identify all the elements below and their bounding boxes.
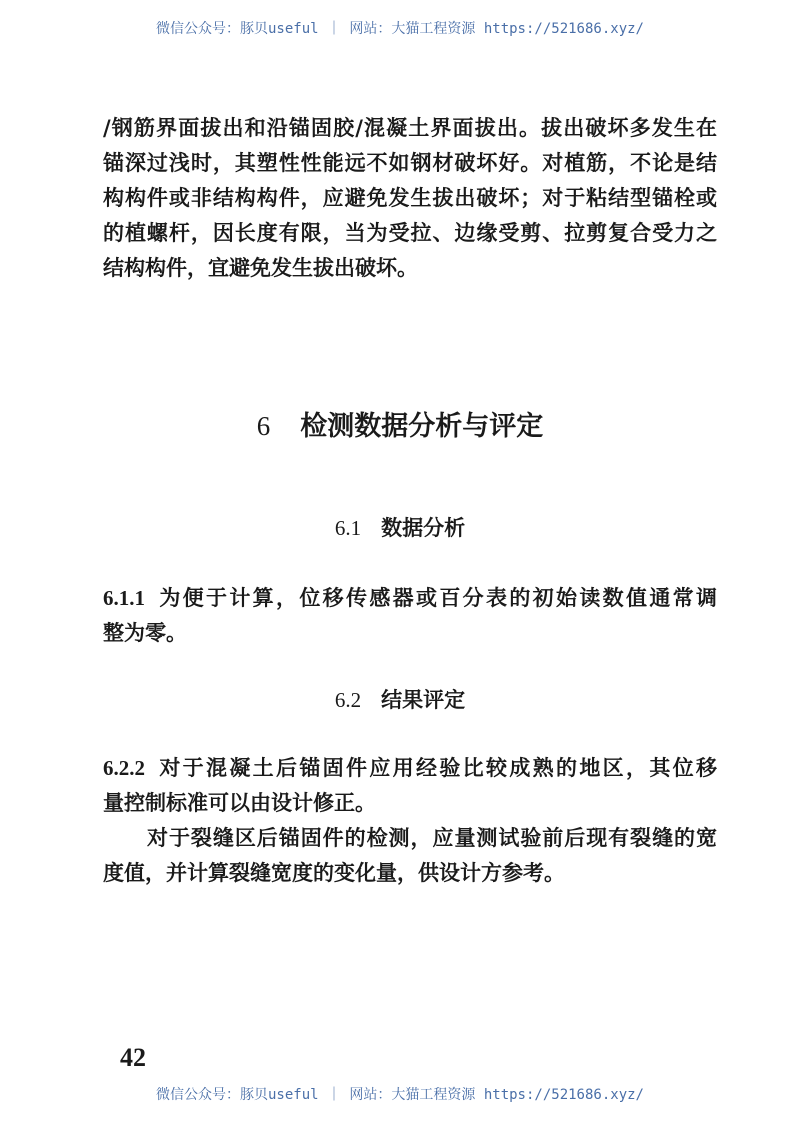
section-number: 6.1: [334, 516, 362, 540]
watermark-bottom: 微信公众号：豚贝useful ｜ 网站：大猫工程资源 https://521686.xyz/: [155, 1087, 644, 1103]
clause-number: 6.2.2: [103, 756, 145, 780]
text-line: 构构件或非结构构件，应避免发生拔出破坏；对于粘结型锚栓或: [103, 185, 717, 210]
text-line: 度值，并计算裂缝宽度的变化量，供设计方参考。: [103, 860, 565, 885]
text-line: 锚深过浅时，其塑性性能远不如钢材破坏好。对植筋，不论是结: [103, 150, 717, 175]
watermark-top: 微信公众号：豚贝useful ｜ 网站：大猫工程资源 https://521686.xyz/: [155, 21, 644, 37]
clause-text: 对于混凝土后锚固件应用经验比较成熟的地区，其位移: [157, 755, 717, 780]
text-line: 整为零。: [103, 620, 187, 645]
text-line: [103, 750, 717, 786]
clause-text: 为便于计算，位移传感器或百分表的初始读数值通常调: [157, 585, 717, 610]
text-line: /钢筋界面拔出和沿锚固胶/混凝土界面拔出。拔出破坏多发生在: [103, 115, 717, 140]
chapter-heading: [0, 404, 800, 443]
text-line: 结构构件，宜避免发生拔出破坏。: [103, 255, 418, 280]
text-line: 的植螺杆，因长度有限，当为受拉、边缘受剪、拉剪复合受力之: [103, 220, 717, 245]
section-number: 6.2: [334, 688, 362, 712]
page-number: 42: [120, 1043, 146, 1072]
chapter-title: 检测数据分析与评定: [300, 411, 544, 442]
clause-number: 6.1.1: [103, 586, 145, 610]
chapter-number: 6: [256, 411, 271, 441]
text-line: 量控制标准可以由设计修正。: [103, 790, 376, 815]
text-line: [103, 580, 717, 616]
section-title: 数据分析: [381, 515, 466, 540]
section-title: 结果评定: [381, 687, 466, 712]
section-heading-6-2: [0, 684, 800, 714]
text-line: 对于裂缝区后锚固件的检测，应量测试验前后现有裂缝的宽: [147, 825, 717, 850]
section-heading-6-1: [0, 512, 800, 542]
